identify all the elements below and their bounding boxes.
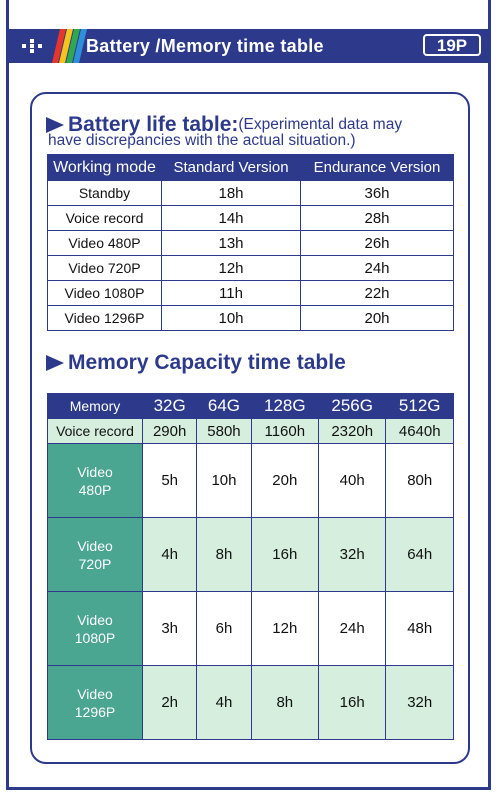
battery-life-table [47, 154, 454, 331]
table-row [48, 444, 454, 518]
value-cell: 20h [251, 444, 318, 518]
value-cell: 16h [251, 518, 318, 592]
value-cell: 10h [162, 306, 301, 331]
battery-heading: Battery life table: [68, 113, 239, 136]
value-cell: 13h [162, 231, 301, 256]
value-cell: 12h [251, 592, 318, 666]
mode-cell: Voice record [48, 206, 162, 231]
table-row [48, 231, 454, 256]
value-cell: 8h [251, 666, 318, 740]
col-working-mode: Working mode [48, 155, 162, 181]
mode-cell [48, 518, 143, 592]
value-cell: 1160h [251, 419, 318, 444]
mode-cell: Video 1080P [48, 281, 162, 306]
value-cell: 36h [301, 181, 454, 206]
value-cell: 16h [318, 666, 386, 740]
mode-line1: Video [77, 685, 113, 702]
table-row [48, 306, 454, 331]
memory-capacity-table [47, 393, 454, 740]
col-64g: 64G [197, 394, 251, 419]
col-memory: Memory [48, 394, 143, 419]
header-bar [6, 29, 491, 63]
table-row [48, 666, 454, 740]
table-row [48, 592, 454, 666]
col-128g: 128G [251, 394, 318, 419]
mode-cell [48, 592, 143, 666]
value-cell: 14h [162, 206, 301, 231]
col-512g: 512G [386, 394, 454, 419]
value-cell: 10h [197, 444, 251, 518]
mode-cell: Standby [48, 181, 162, 206]
value-cell: 26h [301, 231, 454, 256]
value-cell: 6h [197, 592, 251, 666]
table-row [48, 206, 454, 231]
triangle-bullet-icon [46, 355, 64, 371]
value-cell: 8h [197, 518, 251, 592]
mode-line1: Video [77, 611, 113, 628]
battery-note-line1: (Experimental data may [238, 116, 403, 134]
triangle-bullet-icon [46, 117, 64, 133]
rainbow-stripes-icon [52, 29, 88, 63]
mode-cell: Voice record [48, 419, 143, 444]
value-cell: 28h [301, 206, 454, 231]
mode-cell [48, 444, 143, 518]
page-title: Battery /Memory time table [86, 36, 324, 56]
value-cell: 32h [386, 666, 454, 740]
battery-note-line2: have discrepancies with the actual situation.) [48, 132, 356, 149]
mode-line2: 1080P [74, 629, 116, 646]
table-row [48, 518, 454, 592]
table-row [48, 281, 454, 306]
mode-line2: 1296P [74, 703, 116, 720]
table-row [48, 181, 454, 206]
value-cell: 3h [143, 592, 197, 666]
value-cell: 64h [386, 518, 454, 592]
value-cell: 2h [143, 666, 197, 740]
value-cell: 18h [162, 181, 301, 206]
value-cell: 40h [318, 444, 386, 518]
mode-line2: 720P [78, 555, 112, 572]
value-cell: 12h [162, 256, 301, 281]
value-cell: 580h [197, 419, 251, 444]
col-256g: 256G [318, 394, 386, 419]
dpad-icon [22, 39, 42, 53]
value-cell: 20h [301, 306, 454, 331]
mode-line1: Video [77, 537, 113, 554]
value-cell: 22h [301, 281, 454, 306]
mode-cell: Video 720P [48, 256, 162, 281]
mode-cell: Video 1296P [48, 306, 162, 331]
value-cell: 80h [386, 444, 454, 518]
col-standard-version: Standard Version [162, 155, 301, 181]
col-32g: 32G [143, 394, 197, 419]
mode-cell: Video 480P [48, 231, 162, 256]
value-cell: 4640h [386, 419, 454, 444]
col-endurance-version: Endurance Version [301, 155, 454, 181]
value-cell: 290h [143, 419, 197, 444]
value-cell: 48h [386, 592, 454, 666]
value-cell: 5h [143, 444, 197, 518]
value-cell: 11h [162, 281, 301, 306]
value-cell: 4h [197, 666, 251, 740]
table-row [48, 419, 454, 444]
table-row [48, 256, 454, 281]
value-cell: 24h [301, 256, 454, 281]
mode-line2: 480P [78, 481, 112, 498]
value-cell: 2320h [318, 419, 386, 444]
mode-line1: Video [77, 463, 113, 480]
memory-section-heading [46, 351, 346, 375]
page-number-badge: 19P [423, 34, 481, 56]
value-cell: 32h [318, 518, 386, 592]
value-cell: 4h [143, 518, 197, 592]
value-cell: 24h [318, 592, 386, 666]
memory-heading: Memory Capacity time table [68, 351, 346, 374]
mode-cell [48, 666, 143, 740]
